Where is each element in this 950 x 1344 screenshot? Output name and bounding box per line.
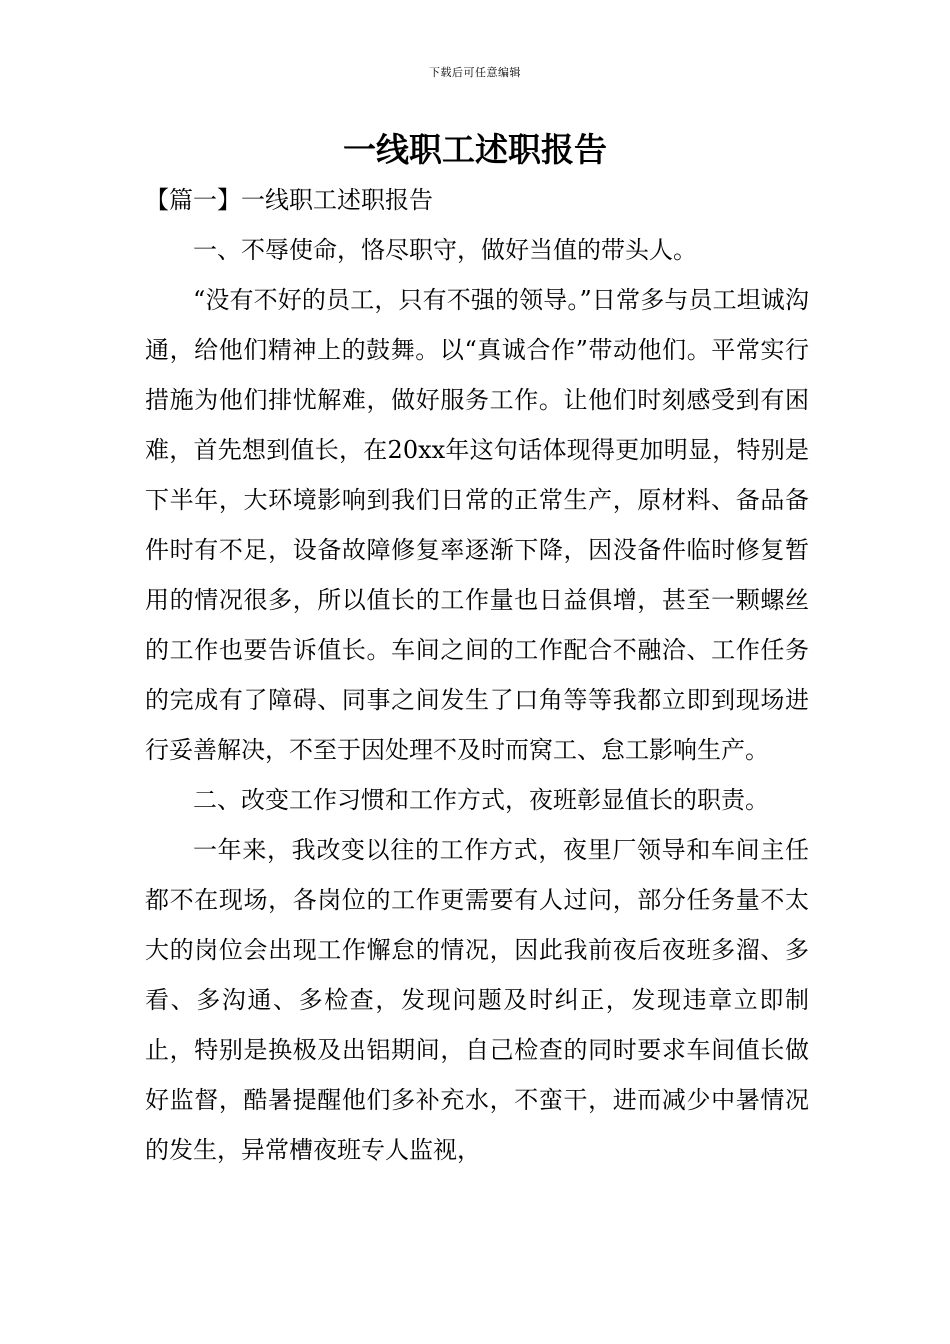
paragraph-4: 一年来，我改变以往的工作方式，夜里厂领导和车间主任都不在现场，各岗位的工作更需要有人过问，部分任务量不太大的岗位会出现工作懈怠的情况，因此我前夜后夜班多溜、多看、多沟通、多检查，发现问题及时纠正，发现违章立即制止，特别是换极及出铝期间，自己检查的同时要求车间值长做好监督，酷暑提醒他们多补充水，不蛮干，进而减少中暑情况的发生，异常槽夜班专人监视， bbox=[145, 836, 809, 1164]
document-body bbox=[145, 175, 809, 1175]
header-note: 下载后可任意编辑 bbox=[429, 66, 521, 79]
section-heading: 【篇一】一线职工述职报告 bbox=[145, 186, 433, 214]
paragraph-2: “没有不好的员工，只有不强的领导。”日常多与员工坦诚沟通，给他们精神上的鼓舞。以“真诚合作”带动他们。平常实行措施为他们排忧解难，做好服务工作。让他们时刻感受到有困难，首先想到值长，在20xx年这句话体现得更加明显，特别是下半年，大环境影响到我们日常的正常生产，原材料、备品备件时有不足，设备故障修复率逐渐下降，因没备件临时修复暂用的情况很多，所以值长的工作量也日益俱增，甚至一颗螺丝的工作也要告诉值长。车间之间的工作配合不融洽、工作任务的完成有了障碍、同事之间发生了口角等等我都立即到现场进行妥善解决，不至于因处理不及时而窝工、怠工影响生产。 bbox=[145, 286, 809, 764]
document-title: 一线职工述职报告 bbox=[343, 130, 607, 169]
paragraph-3: 二、改变工作习惯和工作方式，夜班彰显值长的职责。 bbox=[193, 786, 769, 814]
paragraph-1: 一、不辱使命，恪尽职守，做好当值的带头人。 bbox=[193, 236, 697, 264]
